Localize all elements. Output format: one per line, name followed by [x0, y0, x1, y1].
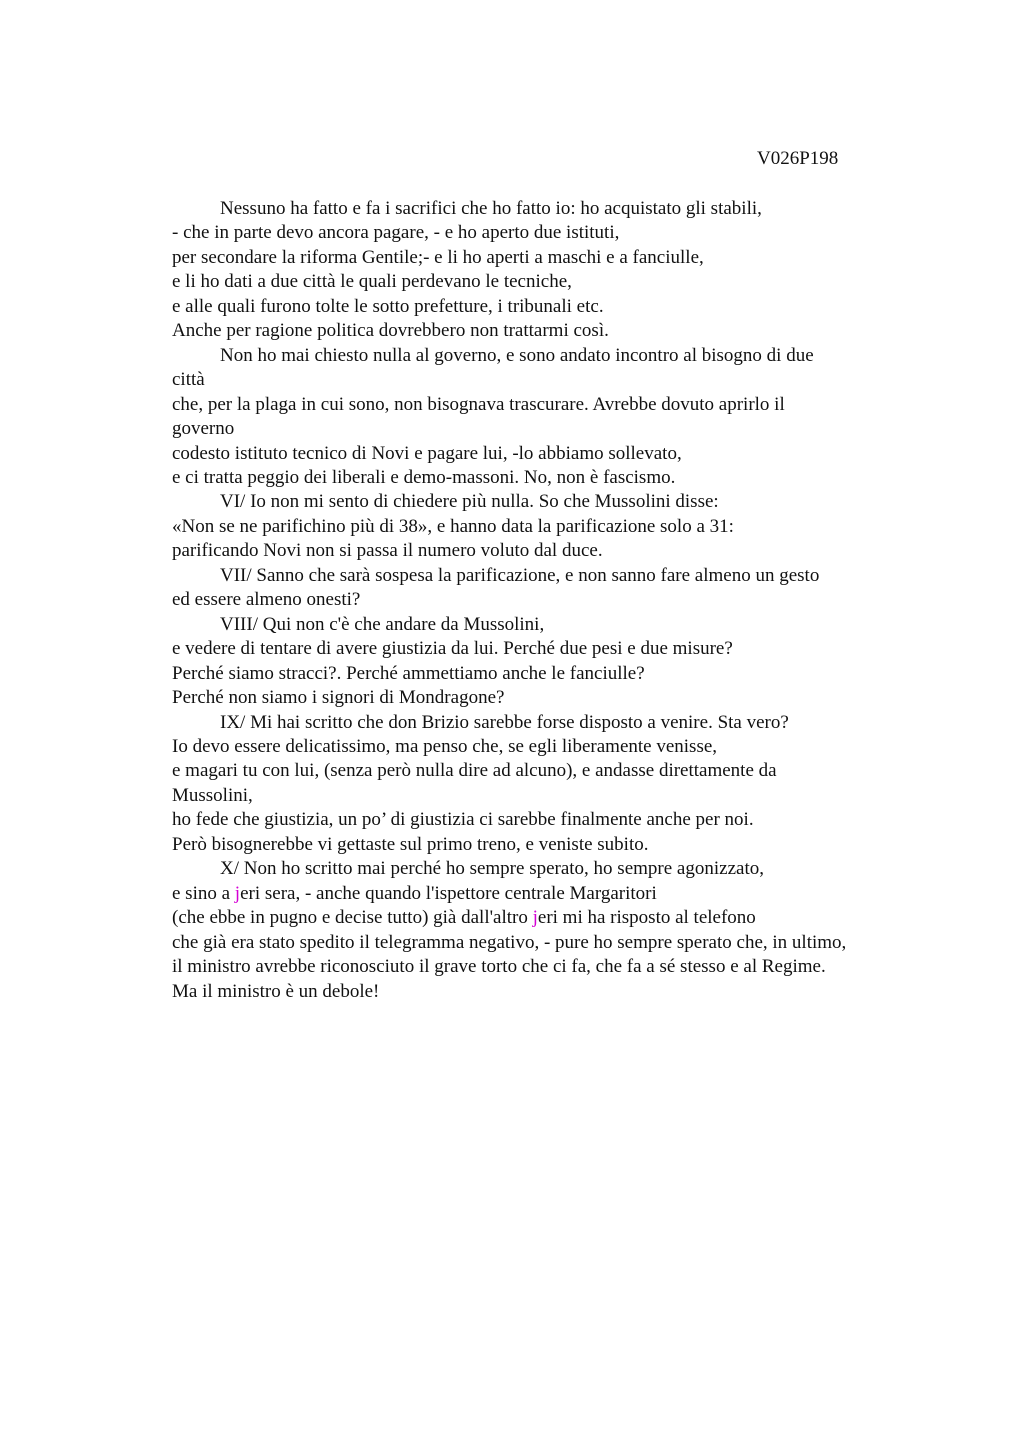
text-line: IX/ Mi hai scritto che don Brizio sarebbe forse disposto a venire. Sta vero?: [220, 711, 789, 733]
text-line: [172, 906, 912, 930]
text-line: VII/ Sanno che sarà sospesa la parificazione, e non sanno fare almeno un gesto: [220, 564, 820, 586]
text-line: codesto istituto tecnico di Novi e pagare lui, -lo abbiamo sollevato,: [172, 442, 682, 464]
text-segment: eri sera, - anche quando l'ispettore centrale Margaritori: [240, 882, 657, 904]
text-line: Perché non siamo i signori di Mondragone?: [172, 687, 505, 709]
text-line: Non ho mai chiesto nulla al governo, e sono andato incontro al bisogno di due: [220, 344, 814, 366]
text-line: X/ Non ho scritto mai perché ho sempre sperato, ho sempre agonizzato,: [220, 858, 764, 880]
text-line: il ministro avrebbe riconosciuto il grave torto che ci fa, che fa a sé stesso e al Regime.: [172, 956, 826, 978]
text-line: e magari tu con lui, (senza però nulla dire ad alcuno), e andasse direttamente da: [172, 760, 777, 782]
text-line: Io devo essere delicatissimo, ma penso che, se egli liberamente venisse,: [172, 735, 718, 757]
text-line: VI/ Io non mi sento di chiedere più nulla. So che Mussolini disse:: [220, 491, 719, 513]
text-line: - che in parte devo ancora pagare, - e ho aperto due istituti,: [172, 222, 620, 244]
text-line: Perché siamo stracci?. Perché ammettiamo anche le fanciulle?: [172, 662, 645, 684]
text-line: ho fede che giustizia, un po’ di giustizia ci sarebbe finalmente anche per noi.: [172, 809, 754, 831]
text-line: e li ho dati a due città le quali perdevano le tecniche,: [172, 271, 572, 293]
text-line: e vedere di tentare di avere giustizia da lui. Perché due pesi e due misure?: [172, 638, 733, 660]
highlighted-letter: j: [532, 907, 538, 929]
text-line: «Non se ne parifichino più di 38», e hanno data la parificazione solo a 31:: [172, 515, 734, 537]
text-line: città: [172, 369, 205, 391]
text-line: che, per la plaga in cui sono, non bisognava trascurare. Avrebbe dovuto aprirlo il: [172, 393, 785, 415]
text-line: e alle quali furono tolte le sotto prefetture, i tribunali etc.: [172, 295, 604, 317]
text-line: per secondare la riforma Gentile;- e li ho aperti a maschi e a fanciulle,: [172, 246, 704, 268]
page-reference: V026P198: [757, 148, 839, 169]
letter-body: [172, 197, 912, 1004]
text-line: VIII/ Qui non c'è che andare da Mussolini,: [220, 613, 545, 635]
text-line: [172, 882, 912, 906]
text-line: parificando Novi non si passa il numero voluto dal duce.: [172, 540, 603, 562]
text-line: che già era stato spedito il telegramma negativo, - pure ho sempre sperato che, in ultimo,: [172, 931, 847, 953]
text-segment: (che ebbe in pugno e decise tutto) già dall'altro: [172, 907, 533, 929]
text-line: Anche per ragione politica dovrebbero non trattarmi così.: [172, 320, 609, 342]
text-line: Mussolini,: [172, 784, 253, 806]
text-line: ed essere almeno onesti?: [172, 589, 361, 611]
text-segment: eri mi ha risposto al telefono: [537, 907, 756, 929]
text-line: Nessuno ha fatto e fa i sacrifici che ho fatto io: ho acquistato gli stabili,: [220, 198, 762, 219]
text-line: governo: [172, 418, 235, 440]
text-line: Però bisognerebbe vi gettaste sul primo treno, e veniste subito.: [172, 833, 649, 855]
highlighted-letter: j: [234, 882, 241, 904]
text-line: e ci tratta peggio dei liberali e demo-massoni. No, non è fascismo.: [172, 466, 676, 488]
text-line: Ma il ministro è un debole!: [172, 980, 380, 1002]
text-segment: e sino a: [172, 882, 235, 904]
